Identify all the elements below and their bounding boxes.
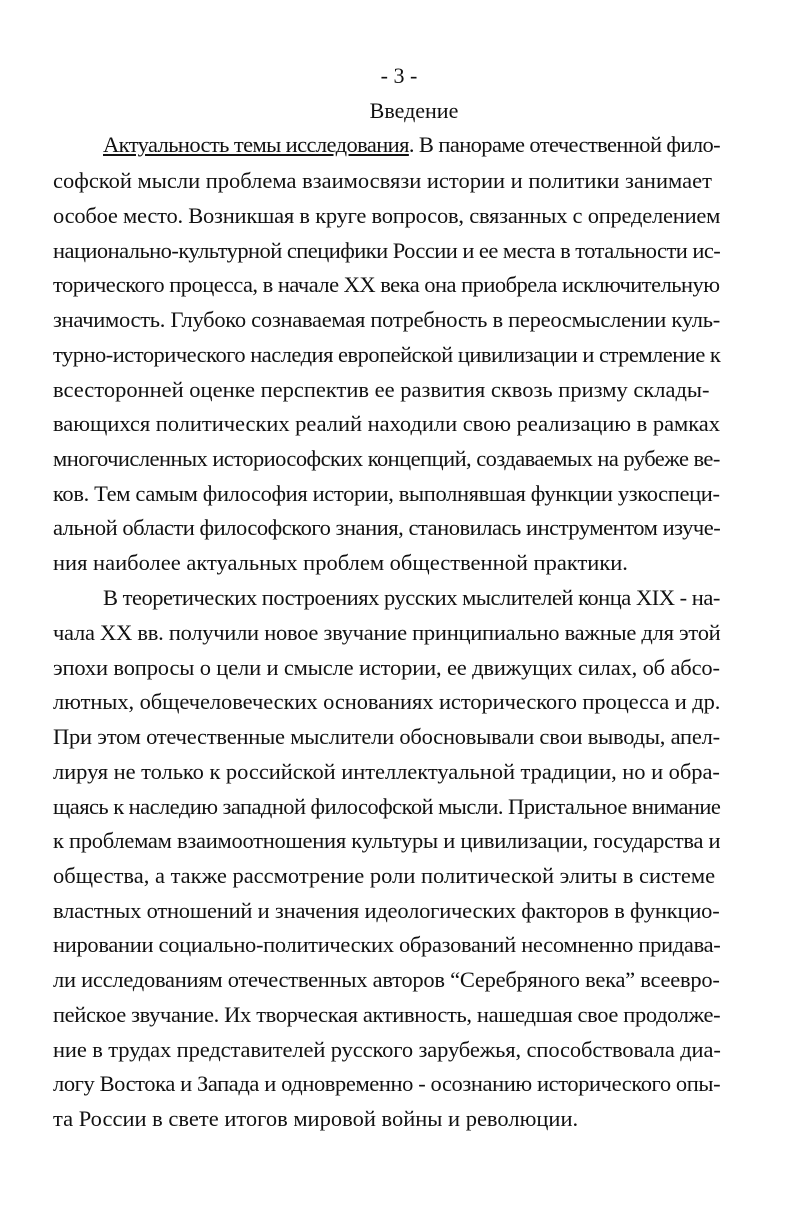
text-line: властных отношений и значения идеологических факторов в функцио- [53, 898, 720, 923]
text-line: та России в свете итогов мировой войны и революции. [53, 1106, 579, 1131]
text-line: к проблемам взаимоотношения культуры и цивилизации, государства и [53, 828, 721, 853]
text-line: всесторонней оценке перспектив ее развития сквозь призму склады- [53, 377, 710, 402]
text-line: особое место. Возникшая в круге вопросов, связанных с определением [53, 203, 721, 228]
text-line: логу Востока и Запада и одновременно - осознанию исторического опы- [53, 1071, 721, 1096]
text-line: ние в трудах представителей русского зарубежья, способствовала диа- [53, 1037, 721, 1062]
text-line: национально-культурной специфики России и ее места в тотальности ис- [53, 238, 721, 263]
text-line: нировании социально-политических образований несомненно придава- [53, 932, 721, 957]
text-line: ков. Тем самым философия истории, выполнявшая функции узкоспеци- [53, 481, 720, 506]
text-line: В теоретических построениях русских мыслителей конца XIX - на- [103, 585, 720, 610]
section-heading: Введение [369, 98, 459, 123]
text-line: пейское звучание. Их творческая активность, нашедшая свое продолже- [53, 1002, 721, 1027]
text-line: ния наиболее актуальных проблем общественной практики. [53, 550, 628, 575]
text-line: торического процесса, в начале XX века она приобрела исключительную [53, 272, 720, 297]
text-line: альной области философского знания, становилась инструментом изуче- [53, 515, 721, 540]
text-line [103, 131, 720, 159]
text-line: многочисленных историософских концепций, создаваемых на рубеже ве- [53, 446, 720, 471]
text-line: софской мысли проблема взаимосвязи истории и политики занимает [53, 168, 712, 193]
page-number: - 3 - [380, 63, 418, 88]
text-line: лируя не только к российской интеллектуальной традиции, но и обра- [53, 759, 720, 784]
text-line: турно-исторического наследия европейской цивилизации и стремление к [53, 342, 721, 367]
text-line-rest: . В панораме отечественной фило- [408, 132, 721, 157]
text-line: вающихся политических реалий находили свою реализацию в рамках [53, 411, 720, 436]
text-line: значимость. Глубоко сознаваемая потребность в переосмыслении куль- [53, 307, 720, 332]
text-line: лютных, общечеловеческих основаниях исторического процесса и др. [53, 689, 721, 714]
text-line: эпохи вопросы о цели и смысле истории, ее движущих силах, об абсо- [53, 655, 720, 680]
section-title-underlined: Актуальность темы исследования [103, 132, 409, 157]
text-line: При этом отечественные мыслители обосновывали свои выводы, апел- [53, 724, 720, 749]
text-line: ли исследованиям отечественных авторов “Серебряного века” всеевро- [53, 967, 720, 992]
text-line: щаясь к наследию западной философской мысли. Пристальное внимание [53, 794, 721, 819]
text-line: чала XX вв. получили новое звучание принципиально важные для этой [53, 620, 721, 645]
text-line: общества, а также рассмотрение роли политической элиты в системе [53, 863, 716, 888]
